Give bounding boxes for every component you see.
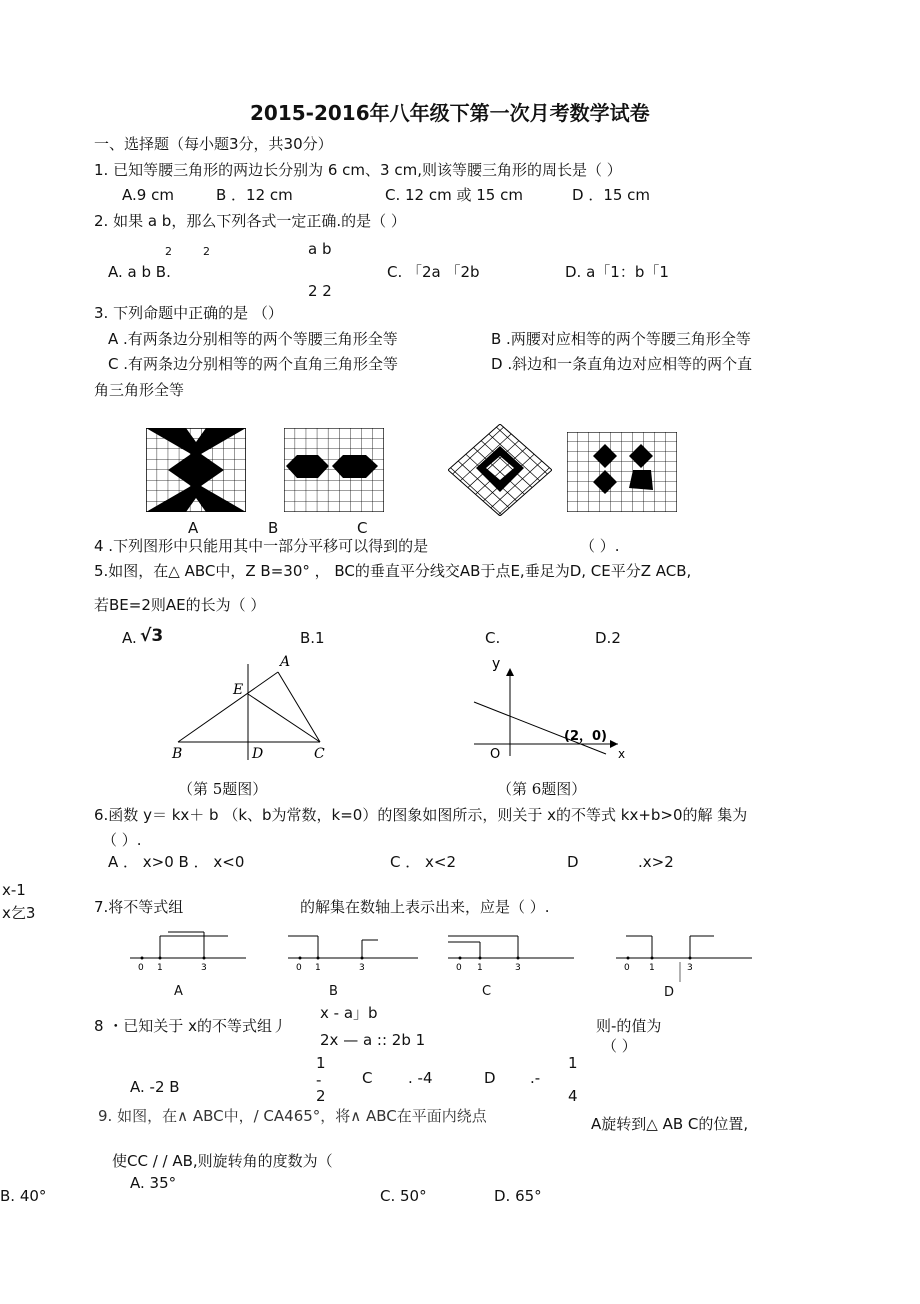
q8-option-c: C bbox=[362, 1069, 373, 1087]
q6-stem: 6.函数 y＝ kx＋ b （k、b为常数，k=0）的图象如图所示，则关于 x的不等式 kx+b>0的解 集为 bbox=[94, 806, 748, 824]
q8-fraction-bar: - bbox=[316, 1071, 322, 1089]
q7-system-line-2: x乞3 bbox=[2, 904, 36, 922]
q2-fraction-bottom: 2 2 bbox=[308, 282, 332, 300]
q8-system-line-1: x - a」b bbox=[320, 1004, 378, 1022]
q6-option-c: C ． x<2 bbox=[390, 853, 456, 871]
q8-fraction2-bottom: 4 bbox=[568, 1087, 578, 1105]
q2-option-d: D. a「1：b「1 bbox=[565, 263, 669, 281]
q7-label-a: A bbox=[174, 984, 183, 999]
q1-option-c: C. 12 cm 或 15 cm bbox=[385, 186, 523, 204]
q9-option-d: D. 65° bbox=[494, 1187, 542, 1205]
q6-option-d: D bbox=[567, 853, 579, 871]
q6-option-ab: A ． x>0 B ． x<0 bbox=[108, 853, 245, 871]
q8-paren: （ ） bbox=[602, 1037, 637, 1055]
q6-x-label: x bbox=[618, 747, 626, 761]
q7a-tick-3: 3 bbox=[201, 963, 207, 973]
q4-figure-c bbox=[448, 424, 552, 516]
q7-stem-a: 7.将不等式组 bbox=[94, 898, 184, 916]
q7d-tick-3: 3 bbox=[687, 963, 693, 973]
q7-number-line-c bbox=[446, 928, 576, 976]
q7d-tick-1: 1 bbox=[649, 963, 655, 973]
q8-option-d-value: .- bbox=[530, 1069, 541, 1087]
q6-point-label: (2，0) bbox=[564, 729, 607, 744]
q6-caption: （第 6题图） bbox=[497, 780, 587, 798]
q6-paren: （ ）. bbox=[102, 831, 142, 849]
q7-label-c: C bbox=[482, 984, 492, 999]
q3-option-d-cont: 角三角形全等 bbox=[94, 381, 185, 399]
q9-stem-tail: A旋转到△ AB C的位置, bbox=[591, 1115, 749, 1133]
q7-number-line-a bbox=[128, 928, 248, 976]
q2-option-c: C. 「2a 「2b bbox=[387, 263, 480, 281]
q2-superscript: 2 bbox=[203, 245, 210, 258]
section-heading: 一、选择题（每小题3分，共30分） bbox=[94, 135, 333, 153]
q4-figure-a bbox=[146, 428, 246, 512]
q8-stem: 8 ・已知关于 x的不等式组丿 bbox=[94, 1017, 287, 1035]
q2-superscript: 2 bbox=[165, 245, 172, 258]
q4-figure-d bbox=[567, 432, 677, 512]
q8-option-d: D bbox=[484, 1069, 496, 1087]
q3-stem: 3. 下列命题中正确的是 （） bbox=[94, 304, 283, 322]
page-title: 2015-2016年八年级下第一次月考数学试卷 bbox=[250, 101, 650, 125]
q2-fraction-top: a b bbox=[308, 240, 332, 258]
q7-label-b: B bbox=[329, 984, 338, 999]
q5-point-a: A bbox=[280, 654, 291, 670]
q6-option-d-value: .x>2 bbox=[638, 853, 674, 871]
q4-paren: （ ）. bbox=[580, 537, 620, 555]
q8-option-c-value: . -4 bbox=[408, 1069, 433, 1087]
q7a-tick-0: 0 bbox=[138, 963, 144, 973]
q5-caption: （第 5题图） bbox=[178, 780, 268, 798]
q8-stem-tail: 则-的值为 bbox=[596, 1017, 662, 1035]
q4-label-c: C bbox=[357, 519, 368, 537]
q8-fraction-bottom: 2 bbox=[316, 1087, 326, 1105]
q9-option-a: A. 35° bbox=[130, 1174, 177, 1192]
q1-option-b: B ．12 cm bbox=[216, 186, 293, 204]
q7a-tick-1: 1 bbox=[157, 963, 163, 973]
q5-triangle-figure bbox=[170, 650, 340, 768]
q3-option-c: C .有两条边分别相等的两个直角三角形全等 bbox=[108, 355, 399, 373]
q1-stem: 1. 已知等腰三角形的两边长分别为 6 cm、3 cm,则该等腰三角形的周长是（ ） bbox=[94, 161, 622, 179]
q7-number-line-b bbox=[286, 928, 420, 976]
q7-stem-b: 的解集在数轴上表示出来，应是（ ）. bbox=[300, 898, 550, 916]
q5-point-e: E bbox=[233, 682, 244, 698]
q9-option-c: C. 50° bbox=[380, 1187, 427, 1205]
q9-stem: 9. 如图，在∧ ABC中，/ CA465°，将∧ ABC在平面内绕点 bbox=[98, 1107, 487, 1125]
q7d-tick-0: 0 bbox=[624, 963, 630, 973]
q3-option-d: D .斜边和一条直角边对应相等的两个直 bbox=[491, 355, 753, 373]
q7c-tick-0: 0 bbox=[456, 963, 462, 973]
q6-origin-label: O bbox=[490, 747, 501, 762]
q8-system-line-2: 2x — a :: 2b 1 bbox=[320, 1031, 426, 1049]
q5-point-b: B bbox=[172, 746, 183, 762]
q5-option-a: A. bbox=[122, 629, 137, 647]
q9-stem-2: 使CC / / AB,则旋转角的度数为（ bbox=[112, 1152, 333, 1170]
q8-option-ab: A. -2 B bbox=[130, 1078, 180, 1096]
q1-option-d: D ．15 cm bbox=[572, 186, 651, 204]
q6-graph bbox=[470, 652, 630, 764]
q7c-tick-3: 3 bbox=[515, 963, 521, 973]
q5-stem-2: 若BE=2则AE的长为（ ） bbox=[94, 596, 266, 614]
q5-sqrt3: √3 bbox=[140, 626, 164, 646]
q3-option-a: A .有两条边分别相等的两个等腰三角形全等 bbox=[108, 330, 398, 348]
q4-figure-b bbox=[284, 428, 384, 512]
q5-option-d: D.2 bbox=[595, 629, 621, 647]
q4-label-a: A bbox=[188, 519, 199, 537]
q7-system-line-1: x-1 bbox=[2, 881, 26, 899]
q8-fraction2-top: 1 bbox=[568, 1054, 578, 1072]
q4-label-b: B bbox=[268, 519, 279, 537]
q5-option-b: B.1 bbox=[300, 629, 325, 647]
q7b-tick-1: 1 bbox=[315, 963, 321, 973]
q6-y-label: y bbox=[492, 656, 501, 672]
q7b-tick-3: 3 bbox=[359, 963, 365, 973]
q5-option-c: C. bbox=[485, 629, 501, 647]
q5-point-c: C bbox=[314, 746, 325, 762]
q5-point-d: D bbox=[252, 746, 264, 762]
q7-label-d: D bbox=[664, 985, 675, 1000]
q7c-tick-1: 1 bbox=[477, 963, 483, 973]
q7b-tick-0: 0 bbox=[296, 963, 302, 973]
q9-option-b: B. 40° bbox=[0, 1187, 47, 1205]
q5-stem: 5.如图，在△ ABC中，Z B=30° ， BC的垂直平分线交AB于点E,垂足为D, CE平分Z ACB, bbox=[94, 562, 692, 580]
q2-option-a: A. a b B. bbox=[108, 263, 171, 281]
q7-number-line-d bbox=[614, 928, 754, 988]
q3-option-b: B .两腰对应相等的两个等腰三角形全等 bbox=[491, 330, 751, 348]
q2-stem: 2. 如果 a b，那么下列各式一定正确.的是（ ） bbox=[94, 212, 406, 230]
q8-fraction-top: 1 bbox=[316, 1054, 326, 1072]
q1-option-a: A.9 cm bbox=[122, 186, 174, 204]
q4-stem: 4 .下列图形中只能用其中一部分平移可以得到的是 bbox=[94, 537, 429, 555]
